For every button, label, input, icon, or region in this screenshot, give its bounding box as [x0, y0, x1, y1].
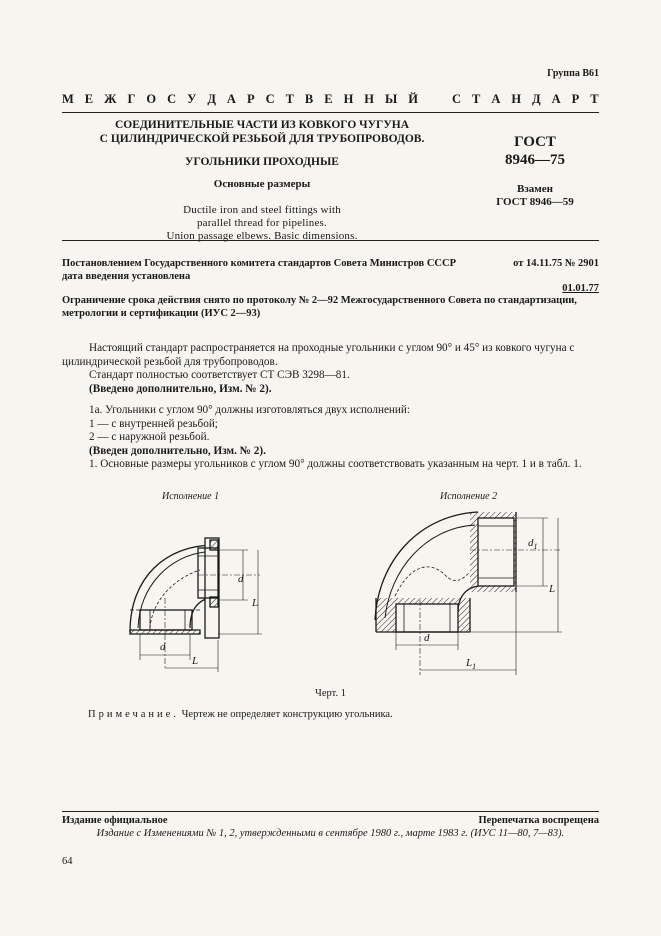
- footer-rule: [62, 811, 599, 812]
- dim-L-vertical: L: [252, 597, 259, 609]
- note-text: Чертеж не определяет конструкцию угольника.: [178, 709, 393, 720]
- note-label: Примечание.: [88, 709, 179, 720]
- banner-letter: Е: [84, 92, 94, 106]
- paragraph: 1 — с внутренней резьбой;: [89, 417, 218, 430]
- dim-d-horizontal: d: [160, 641, 166, 653]
- english-line-2: parallel thread for pipelines.: [196, 217, 327, 229]
- dim-d-horizontal-2: d: [424, 632, 430, 644]
- title-line-2: С ЦИЛИНДРИЧЕСКОЙ РЕЗЬБОЙ ДЛЯ ТРУБОПРОВОДОВ.: [99, 133, 425, 145]
- official-edition: Издание официальное: [62, 815, 168, 826]
- banner-letter: А: [491, 92, 501, 106]
- banner-letter: Й: [408, 92, 418, 106]
- top-rule: [62, 112, 599, 113]
- banner-letter: Г: [127, 92, 136, 106]
- paragraph: Стандарт полностью соответствует СТ СЭВ 3298—81.: [89, 369, 350, 381]
- banner-letter: Д: [532, 92, 541, 106]
- limit-note: Ограничение срока действия снято по протоколу № 2—92 Межгосударственного Совета по стандартизации, метрологии и сертификации (ИУС 2—93): [62, 295, 577, 319]
- elbow-drawing: [0, 500, 661, 685]
- title-block: [62, 118, 462, 243]
- changes-note: Издание с Изменениями № 1, 2, утвержденными в сентябре 1980 г., марте 1983 г. (ИУС 11—80, 7—83).: [96, 828, 565, 839]
- banner-letter: Ы: [385, 92, 398, 106]
- elbow-variant-2: [375, 512, 562, 675]
- figure-caption-1: Исполнение 1: [162, 491, 220, 502]
- english-line-1: Ductile iron and steel fittings with: [183, 204, 341, 216]
- reprint-notice: Перепечатка воспрещена: [478, 815, 599, 826]
- banner-letter: Н: [343, 92, 354, 106]
- note: [88, 709, 393, 720]
- banner-letter: У: [187, 92, 197, 106]
- dim-d1: $d_1$: [528, 537, 538, 551]
- decree-text: Постановлением Государственного комитета стандартов Совета Министров СССР: [62, 258, 456, 269]
- gost-block: [470, 133, 600, 209]
- title-line-1: СОЕДИНИТЕЛЬНЫЕ ЧАСТИ ИЗ КОВКОГО ЧУГУНА: [114, 119, 410, 131]
- replace-label: Взамен: [517, 183, 553, 195]
- dim-L-vertical-2: L: [549, 583, 556, 595]
- english-line-3: Union passage elbews. Basic dimensions.: [166, 230, 358, 242]
- dim-L-horizontal: L: [192, 655, 199, 667]
- group-code: Группа В61: [547, 68, 599, 79]
- standard-banner: [62, 92, 599, 107]
- decree: [62, 257, 599, 283]
- drawing-caption: Черт. 1: [315, 688, 346, 699]
- gost-number: 8946—75: [505, 152, 565, 168]
- banner-letter: Т: [590, 92, 599, 106]
- banner-letter: М: [62, 92, 74, 106]
- banner-letter: С: [265, 92, 275, 106]
- english-title: [62, 204, 462, 243]
- dim-L1: $L_1$: [466, 657, 477, 671]
- banner-letter: Н: [511, 92, 522, 106]
- amendment-note: (Введен дополнительно, Изм. № 2).: [89, 444, 266, 457]
- decree-line-2: дата введения установлена: [62, 271, 191, 282]
- banner-letter: С: [451, 92, 461, 106]
- banner-letter: Д: [207, 92, 216, 106]
- banner-letter: В: [304, 92, 314, 106]
- banner-letter: О: [146, 92, 157, 106]
- banner-letter: Р: [246, 92, 255, 106]
- banner-letter: Ж: [104, 92, 117, 106]
- amendment-note: (Введено дополнительно, Изм. № 2).: [89, 382, 272, 395]
- intro-date: 01.01.77: [562, 283, 599, 294]
- page-number: 64: [62, 856, 73, 867]
- replace-value: ГОСТ 8946—59: [496, 196, 574, 208]
- body-text: [62, 342, 599, 472]
- gost-name: ГОСТ: [514, 134, 556, 150]
- paragraph: 2 — с наружной резьбой.: [89, 431, 210, 443]
- paragraph: 1а. Угольники с углом 90° должны изготовляться двух исполнений:: [89, 404, 410, 416]
- elbow-variant-1: [130, 538, 262, 672]
- banner-letter: С: [167, 92, 177, 106]
- header-rule: [62, 240, 599, 241]
- banner-letter: Е: [324, 92, 333, 106]
- banner-letter: Т: [285, 92, 294, 106]
- paragraph: 1. Основные размеры угольников с углом 90° должны соответствовать указанным на черт. 1 и в табл. 1.: [89, 458, 582, 470]
- decree-date: от 14.11.75 № 2901: [513, 258, 599, 269]
- dim-d-vertical: d: [238, 573, 244, 585]
- banner-letter: Н: [364, 92, 375, 106]
- banner-letter: Р: [571, 92, 580, 106]
- banner-letter: Т: [471, 92, 481, 106]
- figure-caption-2: Исполнение 2: [440, 491, 498, 502]
- banner-letter: А: [551, 92, 561, 106]
- paragraph: Настоящий стандарт распространяется на проходные угольники с углом 90° и 45° из ковкого чугуна с цилиндрической резьбой для трубопроводов.: [62, 342, 575, 368]
- banner-letter: А: [226, 92, 236, 106]
- subtitle: УГОЛЬНИКИ ПРОХОДНЫЕ: [185, 156, 339, 168]
- basic-dimensions: Основные размеры: [213, 178, 311, 190]
